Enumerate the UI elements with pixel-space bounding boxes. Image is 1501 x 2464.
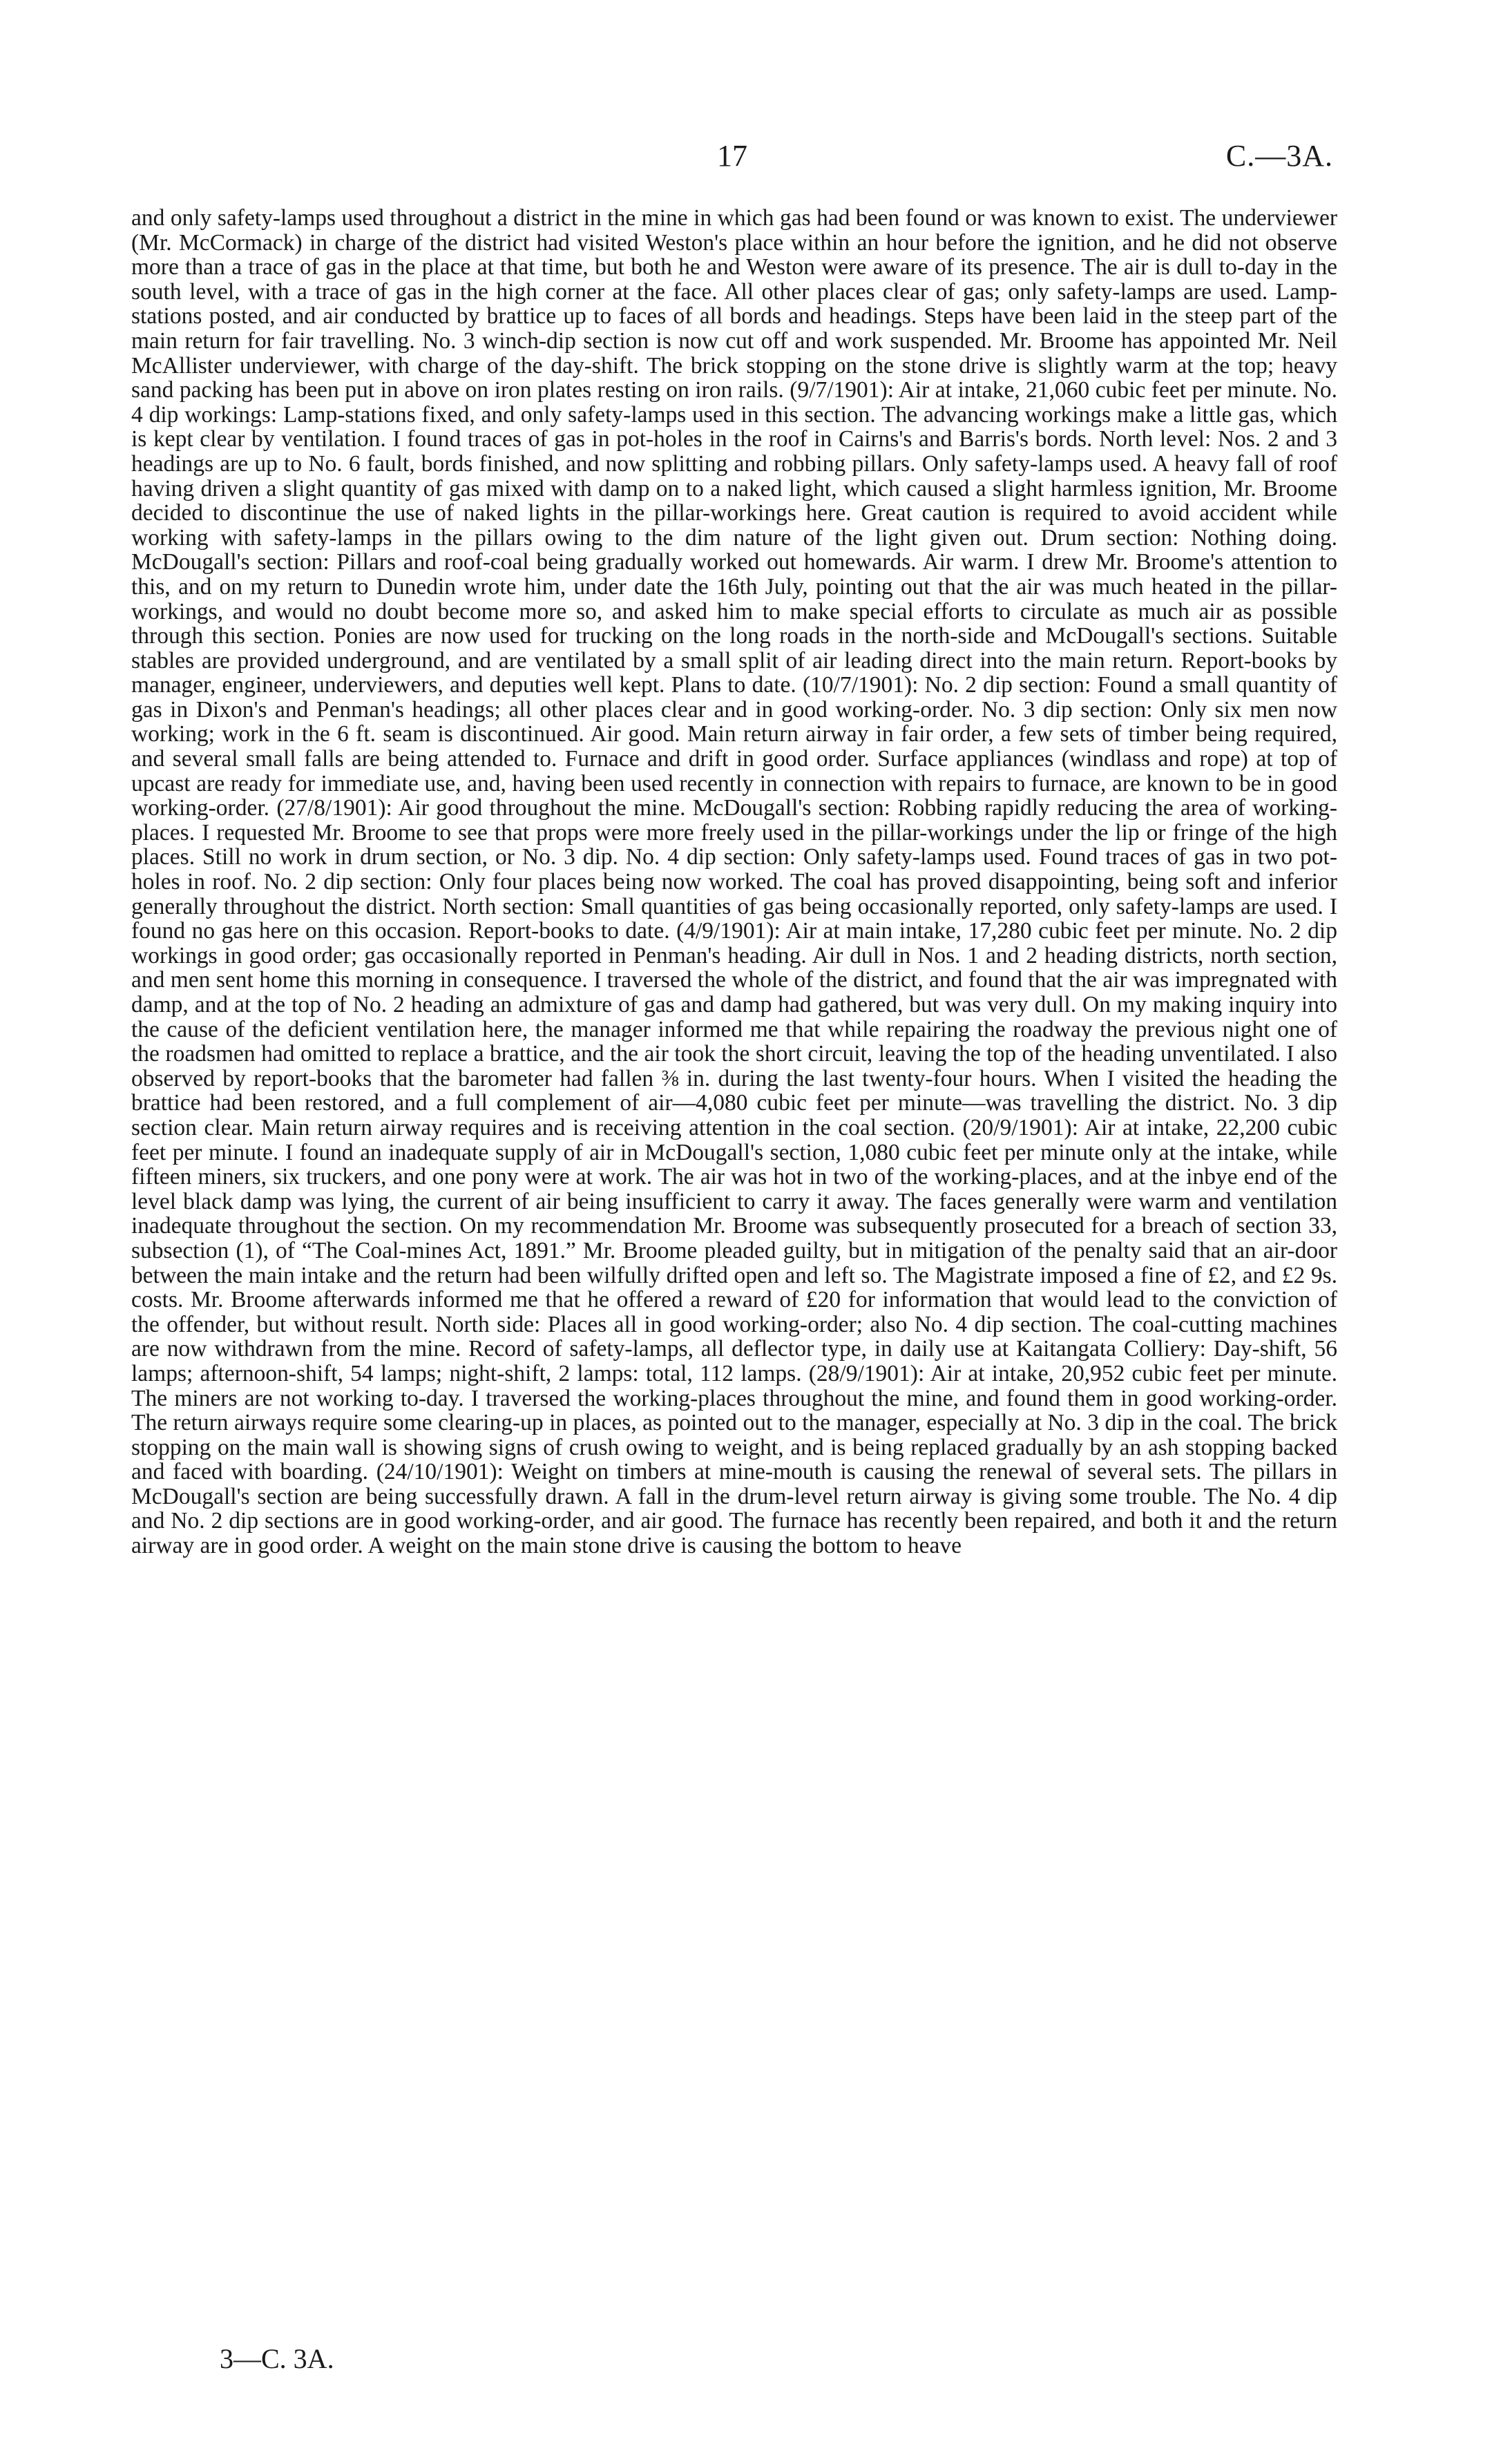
- signature-mark: 3—C. 3A.: [220, 2343, 334, 2374]
- page-number: 17: [717, 139, 747, 173]
- document-reference: C.—3A.: [1225, 139, 1333, 173]
- page-header: [131, 135, 1333, 177]
- body-paragraph: and only safety-lamps used throughout a district in the mine in which gas had been found or was known to exist. The underviewer (Mr. McCormack) in charge of the district had visited Weston's place within an hour before the ignition, and he did not observe more than a trace of gas in the place at that time, but both he and Weston were aware of its presence. The air is dull to-day in the south level, with a trace of gas in the high corner at the face. All other places clear of gas; only safety-lamps are used. Lamp-stations posted, and air conducted by brattice up to faces of all bords and headings. Steps have been laid in the steep part of the main return for fair travelling. No. 3 winch-dip section is now cut off and work suspended. Mr. Broome has appointed Mr. Neil McAllister underviewer, with charge of the day-shift. The brick stopping on the stone drive is slightly warm at the top; heavy sand packing has been put in above on iron plates resting on iron rails. (9/7/1901): Air at intake, 21,060 cubic feet per minute. No. 4 dip workings: Lamp-stations fixed, and only safety-lamps used in this section. The advancing workings make a little gas, which is kept clear by ventilation. I found traces of gas in pot-holes in the roof in Cairns's and Barris's bords. North level: Nos. 2 and 3 headings are up to No. 6 fault, bords finished, and now splitting and robbing pillars. Only safety-lamps used. A heavy fall of roof having driven a slight quantity of gas mixed with damp on to a naked light, which caused a slight harmless ignition, Mr. Broome decided to discontinue the use of naked lights in the pillar-workings here. Great caution is required to avoid accident while working with safety-lamps in the pillars owing to the dim nature of the light given out. Drum section: Nothing doing. McDougall's section: Pillars and roof-coal being gradually worked out homewards. Air warm. I drew Mr. Broome's attention to this, and on my return to Dunedin wrote him, under date the 16th July, pointing out that the air was much heated in the pillar-workings, and would no doubt become more so, and asked him to make special efforts to circulate as much air as possible through this section. Ponies are now used for trucking on the long roads in the north-side and McDougall's sections. Suitable stables are provided underground, and are ventilated by a small split of air leading direct into the main return. Report-books by manager, engineer, underviewers, and deputies well kept. Plans to date. (10/7/1901): No. 2 dip section: Found a small quantity of gas in Dixon's and Penman's headings; all other places clear and in good working-order. No. 3 dip section: Only six men now working; work in the 6 ft. seam is discontinued. Air good. Main return airway in fair order, a few sets of timber being required, and several small falls are being attended to. Furnace and drift in good order. Surface appliances (windlass and rope) at top of upcast are ready for immediate use, and, having been used recently in connection with repairs to furnace, are known to be in good working-order. (27/8/1901): Air good throughout the mine. McDougall's section: Robbing rapidly reducing the area of working-places. I requested Mr. Broome to see that props were more freely used in the pillar-workings under the lip or fringe of the high places. Still no work in drum section, or No. 3 dip. No. 4 dip section: Only safety-lamps used. Found traces of gas in two pot-holes in roof. No. 2 dip section: Only four places being now worked. The coal has proved disappointing, being soft and inferior generally throughout the district. North section: Small quantities of gas being occasionally reported, only safety-lamps are used. I found no gas here on this occasion. Report-books to date. (4/9/1901): Air at main intake, 17,280 cubic feet per minute. No. 2 dip workings in good order; gas occasionally reported in Penman's heading. Air dull in Nos. 1 and 2 heading districts, north section, and men sent home this morning in consequence. I traversed the whole of the district, and found that the air was impregnated with damp, and at the top of No. 2 heading an admixture of gas and damp had gathered, but was very dull. On my making inquiry into the cause of the deficient ventilation here, the manager informed me that while repairing the roadway the previous night one of the roadsmen had omitted to replace a brattice, and the air took the short circuit, leaving the top of the heading unventilated. I also observed by report-books that the barometer had fallen ⅜ in. during the last twenty-four hours. When I visited the heading the brattice had been restored, and a full complement of air—4,080 cubic feet per minute—was travelling the district. No. 3 dip section clear. Main return airway requires and is receiving attention in the coal section. (20/9/1901): Air at intake, 22,200 cubic feet per minute. I found an inadequate supply of air in McDougall's section, 1,080 cubic feet per minute only at the intake, while fifteen miners, six truckers, and one pony were at work. The air was hot in two of the working-places, and at the inbye end of the level black damp was lying, the current of air being insufficient to carry it away. The faces generally were warm and ventilation inadequate throughout the section. On my recommendation Mr. Broome was subsequently prosecuted for a breach of section 33, subsection (1), of “The Coal-mines Act, 1891.” Mr. Broome pleaded guilty, but in mitigation of the penalty said that an air-door between the main intake and the return had been wilfully drifted open and left so. The Magistrate imposed a fine of £2, and £2 9s. costs. Mr. Broome afterwards informed me that he offered a reward of £20 for information that would lead to the conviction of the offender, but without result. North side: Places all in good working-order; also No. 4 dip section. The coal-cutting machines are now withdrawn from the mine. Record of safety-lamps, all deflector type, in daily use at Kaitangata Colliery: Day-shift, 56 lamps; afternoon-shift, 54 lamps; night-shift, 2 lamps: total, 112 lamps. (28/9/1901): Air at intake, 20,952 cubic feet per minute. The miners are not working to-day. I traversed the working-places throughout the mine, and found them in good working-order. The return airways require some clearing-up in places, as pointed out to the manager, especially at No. 3 dip in the coal. The brick stopping on the main wall is showing signs of crush owing to weight, and is being replaced gradually by an ash stopping backed and faced with boarding. (24/10/1901): Weight on timbers at mine-mouth is causing the renewal of several sets. The pillars in McDougall's section are being successfully drawn. A fall in the drum-level return airway is giving some trouble. The No. 4 dip and No. 2 dip sections are in good working-order, and air good. The furnace has recently been repaired, and both it and the return airway are in good order. A weight on the main stone drive is causing the bottom to heave: [131, 206, 1337, 1559]
